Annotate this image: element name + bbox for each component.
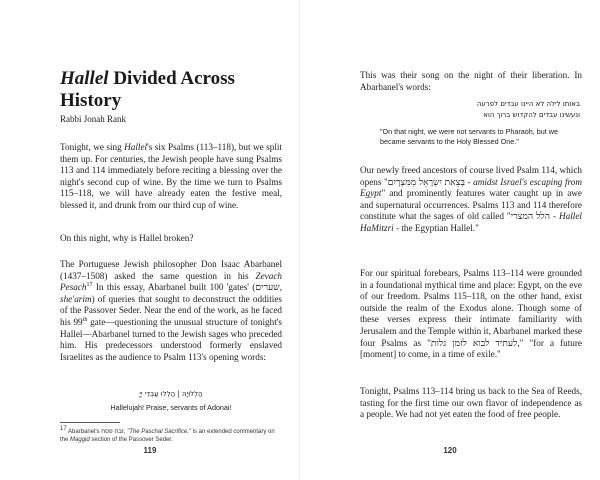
quote-translation: "On that night, we were not servants to Pharaoh, but we became servants to the Holy Blessed One." — [380, 127, 558, 146]
text-run-italic: she'arim — [60, 293, 92, 304]
text-run: - the Egyptian Hallel." — [393, 222, 479, 233]
chapter-title-rest: Divided Across History — [60, 68, 235, 111]
page-number: 119 — [143, 446, 157, 455]
hebrew-phrase: הלל המצרי — [510, 211, 550, 222]
text-run: The Portuguese Jewish philosopher Don Isaac Abarbanel (1437–1508) asked the same question in his — [60, 259, 282, 281]
page-number: 120 — [443, 446, 457, 455]
text-run: - — [464, 176, 474, 187]
text-run-italic: amidst Israel's escaping from Egypt — [360, 176, 582, 199]
text-run: 's six Psalms (113–118), but we split them up. For centuries, the Jewish people have sung Psalms 113 and 114 immediately before reciting a blessing over the night's second cup of wine. By the time we turn to Psalms 115–118, we will have already eaten the festive meal, blessed it, and drunk from our third cup of wine. — [60, 142, 282, 210]
paragraph-sea-of-reeds: Tonight, Psalms 113–114 bring us back to the Sea of Reeds, tasting for the first time our own flavor of independence as a people. We had not yet eaten the food of free people. — [360, 386, 582, 420]
text-run: , — [279, 282, 282, 293]
paragraph-question: On this night, why is Hallel broken? — [60, 233, 194, 243]
text-run: section of the Passover Seder. — [89, 437, 173, 443]
hebrew-quote: הַלְלוּיָהּ | הַלְלוּ עַבְדֵי יְיָ — [139, 390, 203, 398]
text-run: is an extended commentary on the — [60, 429, 275, 443]
text-run: Tonight, we sing — [60, 142, 125, 152]
text-run-italic: Maggid — [70, 437, 90, 443]
text-run: Our newly freed ancestors of course lived Psalm 114, which opens " — [360, 165, 582, 187]
paragraph-abarbanel — [60, 259, 282, 363]
footnote-marker[interactable]: 17 — [86, 282, 93, 289]
text-run: ) of queries that sought to deconstruct the oddities of the Passover Seder. Near the end of the work, as he faced his 99 — [60, 293, 282, 327]
right-page — [300, 0, 600, 480]
paragraph-psalm-114 — [360, 165, 582, 235]
footnote — [60, 428, 280, 444]
footnote-divider — [60, 422, 120, 423]
hebrew-word: שערים — [255, 282, 280, 293]
hebrew-phrase: לעתיד לבוא לזמן גלות — [430, 337, 518, 348]
text-run: - — [549, 211, 560, 222]
text-run: In this essay, Abarbanel built 100 'gates' ( — [92, 282, 256, 293]
paragraph-forebears — [360, 268, 582, 361]
paragraph-song: This was their song on the night of their liberation. In Abarbanel's words: — [360, 70, 582, 92]
text-run-italic: Zevach Pesach — [60, 270, 282, 293]
text-run-italic: Hallel — [124, 142, 148, 152]
quote-translation: Hallelujah! Praise, servants of Adonai! — [110, 403, 232, 412]
footnote-number: 17 — [60, 426, 67, 432]
text-run: For our spiritual forebears, Psalms 113–114 were grounded in a foundational mythical time and place: Egypt, on the eve of our freedom. Psalms 115–118, on the other hand, exist outside the realm of the Exodus alone. Though some of these verses express their intimate familiarity with Jerusalem and the Temple within it, Abarbanel marked these four Psalms as " — [360, 268, 582, 348]
text-run: ," "for a future [moment] to come, in a time of exile." — [360, 337, 583, 360]
text-run-italic: "The Paschal Sacrifice," — [127, 429, 192, 435]
author-byline: Rabbi Jonah Rank — [60, 114, 126, 124]
hebrew-phrase: בְּצֵאת יִשְׂרָאֵל מִמִּצְרָיִם — [387, 176, 465, 187]
chapter-title-italic: Hallel — [60, 68, 109, 89]
text-run: gate—questioning the unusual structure of tonight's Hallel—Abarbanel turned to the Jewish sages who preceded him. His predecessors understood formerly enslaved Israelites as the audience to Psalm 113's opening words: — [60, 316, 282, 362]
text-run: " and prominently features water caught up in awe and supernatural occurrences. Psalms 113 and 114 therefore constitute what the sages of old called " — [360, 188, 582, 222]
chapter-title — [60, 68, 280, 112]
text-run: Abarbanel's זבח פסח, — [66, 429, 128, 435]
hebrew-quote-line-2: ונעשינו עבדים להקדוש ברוך הוא — [483, 111, 580, 119]
hebrew-quote-line-1: באותו לילה לא היינו עבדים לפרעה — [476, 100, 580, 108]
paragraph-intro — [60, 142, 282, 212]
text-run-italic: Hallel HaMitzri — [360, 211, 582, 233]
ordinal-suffix: th — [82, 316, 88, 323]
